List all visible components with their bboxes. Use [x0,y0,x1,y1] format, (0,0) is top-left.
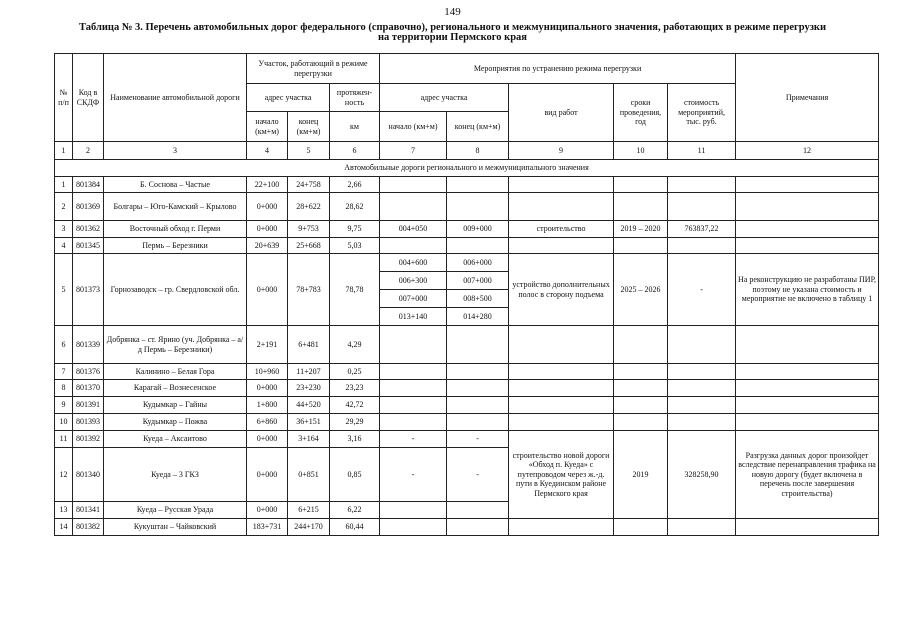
section-end: 0+851 [288,448,330,502]
section-end: 6+481 [288,326,330,364]
row-number: 3 [55,221,73,238]
work-type: устройство дополнительных полос в сторону подъема [509,254,614,326]
road-name: Болгары – Юго-Камский – Крылово [104,193,247,221]
column-numbers-row [55,142,879,160]
section-length: 4,29 [330,326,380,364]
road-code: 801369 [73,193,104,221]
road-name: Кукуштан – Чайковский [104,519,247,536]
measure-start: 004+050 [380,221,447,238]
table-row [55,431,879,448]
road-code: 801370 [73,380,104,397]
road-code: 801382 [73,519,104,536]
col-number: 7 [380,142,447,160]
work-cost: 763837,22 [668,221,736,238]
section-length: 9,75 [330,221,380,238]
header-length: протяжен-ность [330,84,380,112]
row-number: 8 [55,380,73,397]
header-km: км [330,112,380,142]
road-name: Куеда – Русская Урада [104,502,247,519]
table-row [55,397,879,414]
table-row [55,254,879,272]
road-code: 801384 [73,177,104,193]
section-end: 23+230 [288,380,330,397]
table-title [40,23,865,43]
table-row [55,193,879,221]
road-name: Кудымкар – Гайны [104,397,247,414]
road-name: Кудымкар – Пожва [104,414,247,431]
header-num: № п/п [55,54,73,142]
header-dates: сроки проведения, год [614,84,668,142]
row-number: 11 [55,431,73,448]
measure-end: 006+000 [447,254,509,272]
section-start: 22+100 [247,177,288,193]
section-start: 20+639 [247,238,288,254]
row-number: 13 [55,502,73,519]
work-type: строительство [509,221,614,238]
road-code: 801392 [73,431,104,448]
road-code: 801339 [73,326,104,364]
section-start: 0+000 [247,254,288,326]
row-note: Разгрузка данных дорог произойдет вследствие перенаправления трафика на новую дорогу (будет включена в перечень после завершения строительства) [736,431,879,519]
row-number: 2 [55,193,73,221]
road-code: 801393 [73,414,104,431]
road-code: 801340 [73,448,104,502]
section-length: 78,78 [330,254,380,326]
section-end: 11+207 [288,364,330,380]
table-row [55,380,879,397]
road-code: 801391 [73,397,104,414]
row-number: 9 [55,397,73,414]
work-type: строительство новой дороги «Обход п. Куеда» с путепроводом через ж.-д. пути в Куединском районе Пермского края [509,431,614,519]
header-overload-section: Участок, работающий в режиме перегрузки [247,54,380,84]
section-length: 2,66 [330,177,380,193]
header-notes: Примечания [736,54,879,142]
measure-end: 008+500 [447,290,509,308]
measure-end: 009+000 [447,221,509,238]
roads-table [54,53,879,536]
measure-start: 004+600 [380,254,447,272]
header-road-name: Наименование автомобильной дороги [104,54,247,142]
section-start: 0+000 [247,502,288,519]
header-code: Код в СКДФ [73,54,104,142]
section-length: 60,44 [330,519,380,536]
row-number: 5 [55,254,73,326]
section-end: 3+164 [288,431,330,448]
section-start: 1+800 [247,397,288,414]
row-note: На реконструкцию не разработаны ПИР, поэтому не указана стоимость и мероприятие не включено в таблицу 1 [736,254,879,326]
section-end: 78+783 [288,254,330,326]
section-end: 25+668 [288,238,330,254]
table-row [55,364,879,380]
work-dates: 2019 – 2020 [614,221,668,238]
col-number: 12 [736,142,879,160]
road-name: Восточный обход г. Перми [104,221,247,238]
road-name: Добрянка – ст. Ярино (уч. Добрянка – а/д Пермь – Березники) [104,326,247,364]
section-end: 9+753 [288,221,330,238]
road-code: 801373 [73,254,104,326]
measure-end: 007+000 [447,272,509,290]
measure-end: 014+280 [447,308,509,326]
road-code: 801341 [73,502,104,519]
header-work-type: вид работ [509,84,614,142]
section-length: 28,62 [330,193,380,221]
col-number: 9 [509,142,614,160]
row-number: 12 [55,448,73,502]
row-number: 1 [55,177,73,193]
header-measure-start: начало (км+м) [380,112,447,142]
road-name: Куеда – 3 ГКЗ [104,448,247,502]
page-number: 149 [444,6,461,18]
work-dates: 2019 [614,431,668,519]
row-number: 7 [55,364,73,380]
section-length: 5,03 [330,238,380,254]
measure-start: - [380,431,447,448]
road-code: 801362 [73,221,104,238]
measure-end: - [447,448,509,502]
road-code: 801376 [73,364,104,380]
section-start: 2+191 [247,326,288,364]
section-start: 10+960 [247,364,288,380]
section-length: 3,16 [330,431,380,448]
section-title: Автомобильные дороги регионального и межмуниципального значения [55,160,879,177]
section-length: 0,85 [330,448,380,502]
measure-start: - [380,448,447,502]
section-start: 0+000 [247,380,288,397]
row-number: 6 [55,326,73,364]
col-number: 8 [447,142,509,160]
row-number: 10 [55,414,73,431]
section-start: 0+000 [247,431,288,448]
work-dates: 2025 – 2026 [614,254,668,326]
section-end: 24+758 [288,177,330,193]
col-number: 2 [73,142,104,160]
table-row [55,326,879,364]
table-row [55,177,879,193]
section-end: 36+151 [288,414,330,431]
header-start: начало (км+м) [247,112,288,142]
header-measure-address: адрес участка [380,84,509,112]
section-end: 44+520 [288,397,330,414]
section-length: 6,22 [330,502,380,519]
road-name: Горнозаводск – гр. Свердловской обл. [104,254,247,326]
section-end: 28+622 [288,193,330,221]
table-row [55,519,879,536]
header-cost: стоимость мероприятий, тыс. руб. [668,84,736,142]
section-length: 29,29 [330,414,380,431]
section-start: 0+000 [247,221,288,238]
road-name: Калинино – Белая Гора [104,364,247,380]
table-title-line-2: на территории Пермского края [378,32,527,43]
section-start: 0+000 [247,193,288,221]
col-number: 5 [288,142,330,160]
section-length: 0,25 [330,364,380,380]
col-number: 4 [247,142,288,160]
col-number: 3 [104,142,247,160]
road-code: 801345 [73,238,104,254]
col-number: 10 [614,142,668,160]
col-number: 6 [330,142,380,160]
section-length: 42,72 [330,397,380,414]
section-start: 6+860 [247,414,288,431]
col-number: 11 [668,142,736,160]
road-name: Куеда – Аксаитово [104,431,247,448]
header-measures: Мероприятия по устранению режима перегрузки [380,54,736,84]
header-end: конец (км+м) [288,112,330,142]
section-start: 0+000 [247,448,288,502]
measure-start: 007+000 [380,290,447,308]
measure-end: - [447,431,509,448]
col-number: 1 [55,142,73,160]
table-row [55,414,879,431]
measure-start: 006+300 [380,272,447,290]
table-row [55,221,879,238]
work-cost: 328258,90 [668,431,736,519]
row-number: 4 [55,238,73,254]
table-row [55,238,879,254]
section-start: 183+731 [247,519,288,536]
road-name: Карагай – Вознесенское [104,380,247,397]
row-number: 14 [55,519,73,536]
header-measure-end: конец (км+м) [447,112,509,142]
road-name: Б. Соснова – Частые [104,177,247,193]
section-end: 244+170 [288,519,330,536]
measure-start: 013+140 [380,308,447,326]
section-length: 23,23 [330,380,380,397]
work-cost: - [668,254,736,326]
table-title-line-1: Таблица № 3. Перечень автомобильных дорог федерального (справочно), регионального и межмуниципального значения, работающих в режиме перегрузки [78,22,827,33]
section-end: 6+215 [288,502,330,519]
road-name: Пермь – Березники [104,238,247,254]
header-address: адрес участка [247,84,330,112]
